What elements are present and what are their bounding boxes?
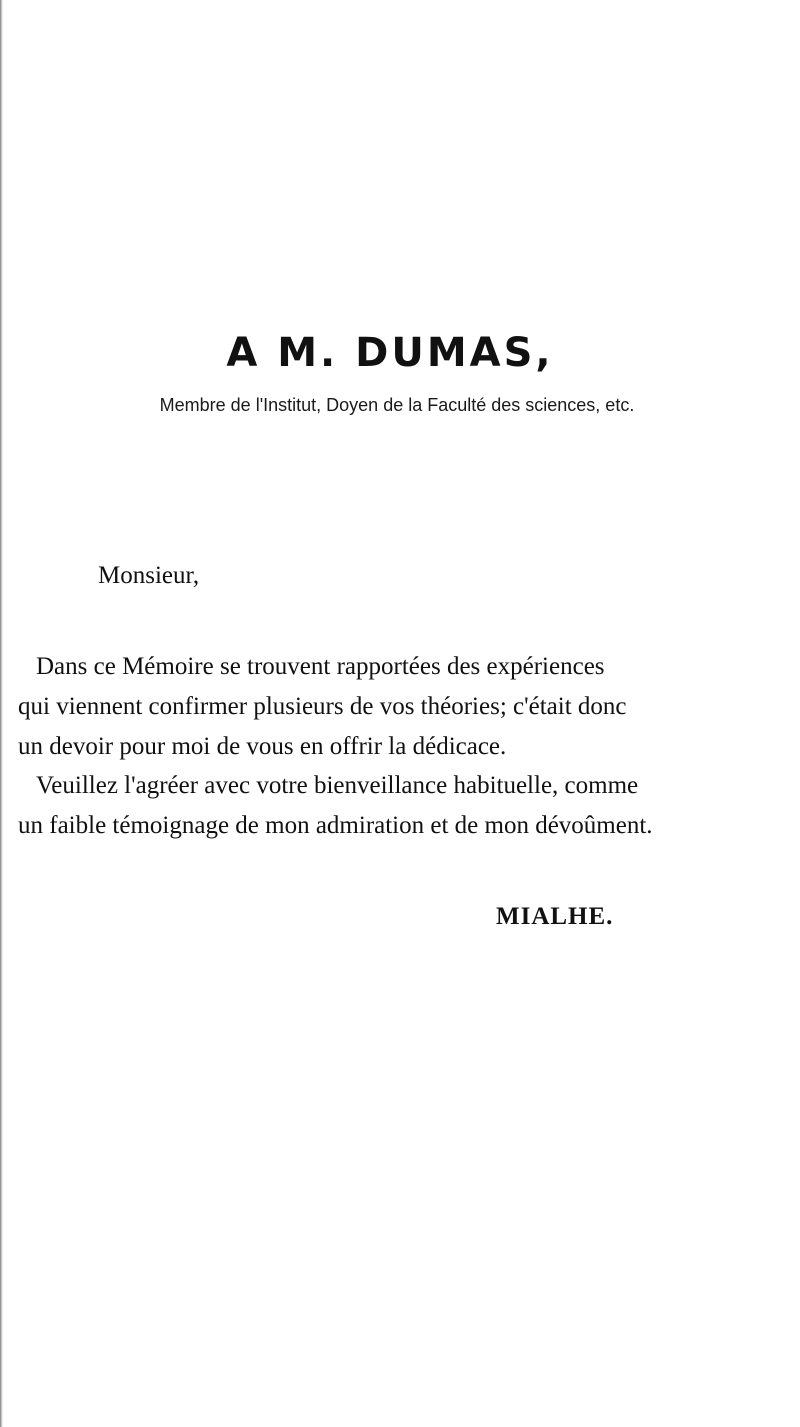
paragraph-1 [18, 647, 627, 767]
paragraph-line: Veuillez l'agréer avec votre bienveillance habituelle, comme [36, 772, 639, 799]
dedication-title: A M. DUMAS, [226, 330, 554, 376]
paragraph-2 [18, 766, 653, 846]
page-edge-shadow [0, 0, 3, 1427]
signature: MIALHE. [496, 903, 614, 930]
salutation: Monsieur, [98, 562, 200, 589]
dedication-subtitle: Membre de l'Institut, Doyen de la Faculté des sciences, etc. [159, 395, 635, 415]
paragraph-line: qui viennent confirmer plusieurs de vos théories; c'était donc [18, 693, 627, 720]
paragraph-line: un faible témoignage de mon admiration et de mon dévoûment. [18, 812, 653, 839]
paragraph-line: Dans ce Mémoire se trouvent rapportées des expériences [36, 653, 605, 680]
paragraph-line: un devoir pour moi de vous en offrir la dédicace. [18, 733, 507, 760]
